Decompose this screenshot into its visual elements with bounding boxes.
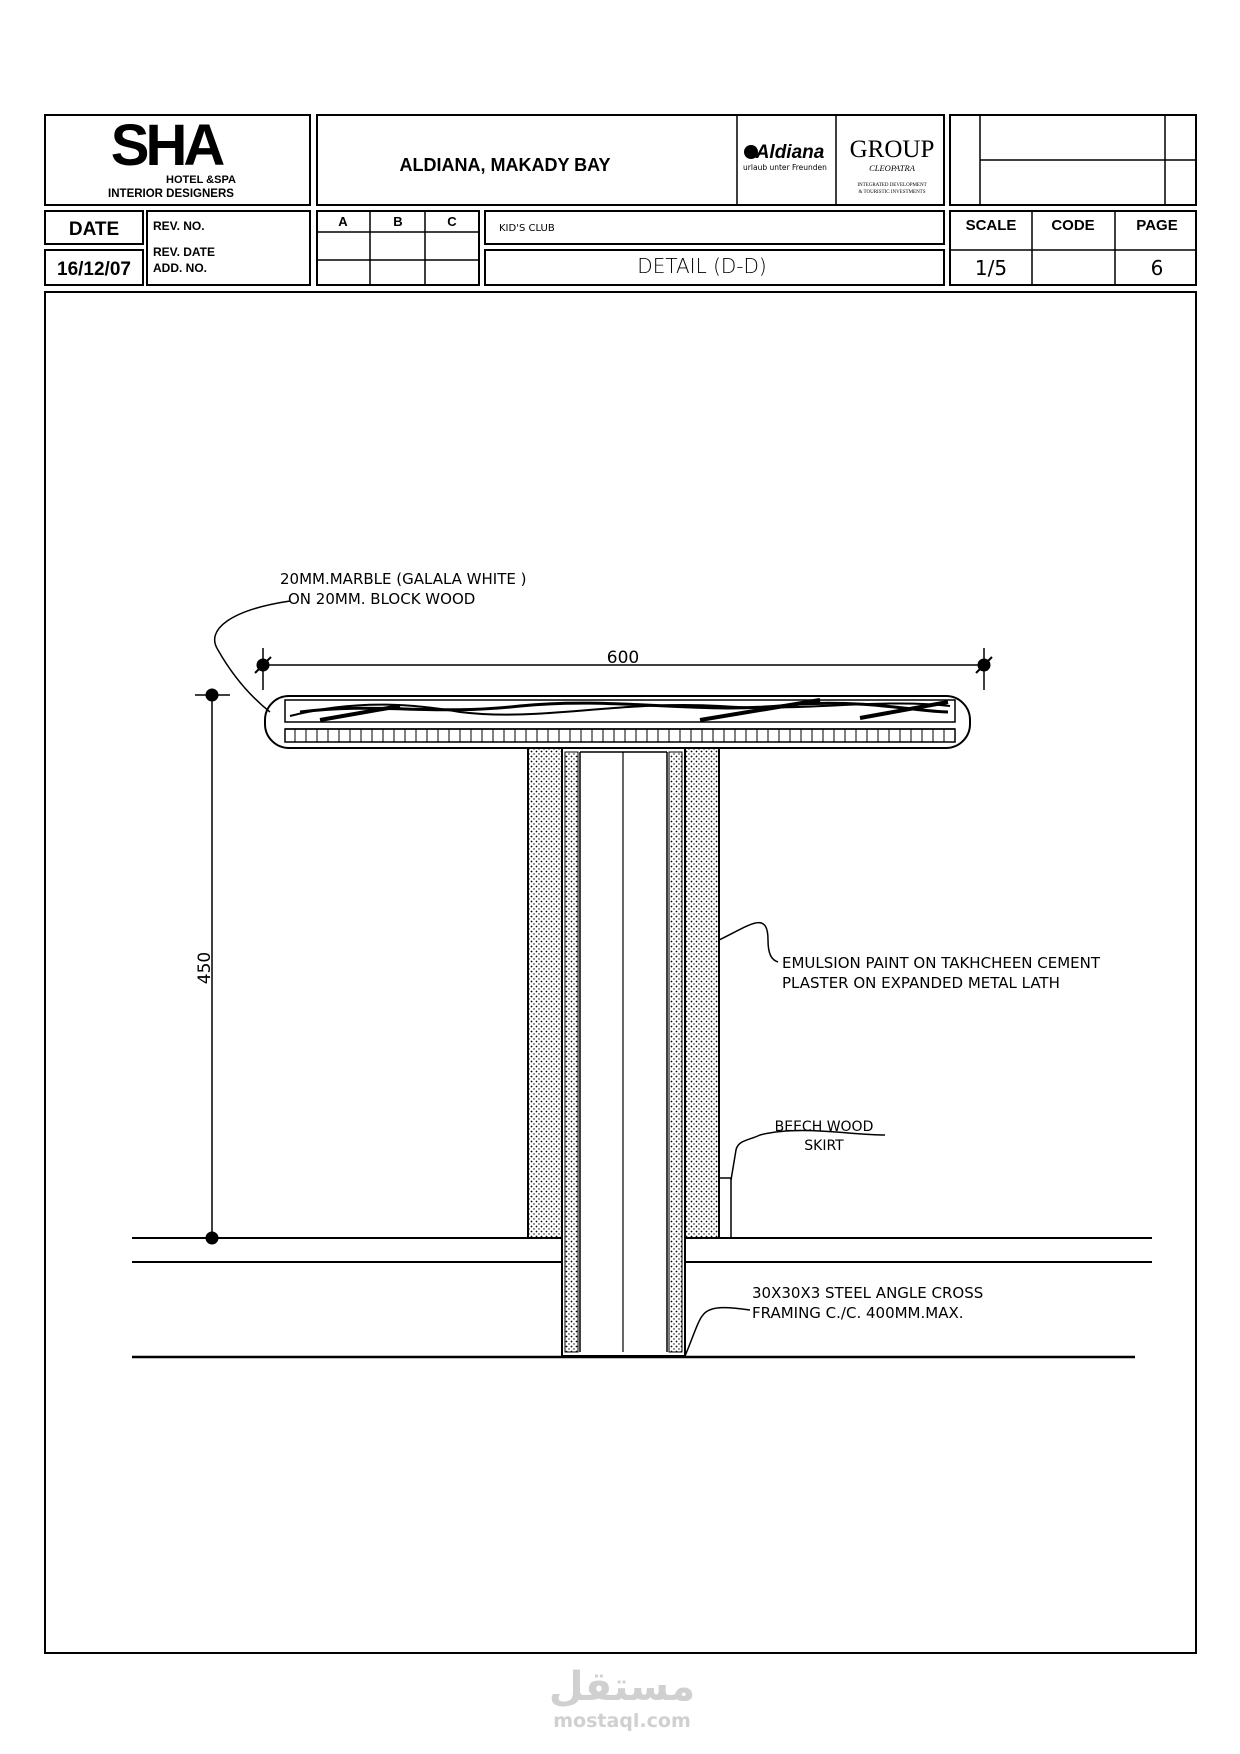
width-dimension-text: 600 — [606, 648, 640, 668]
aldiana-logo: Aldiana — [755, 142, 825, 163]
area-name: KID'S CLUB — [499, 223, 555, 234]
beech-wood-skirt — [719, 1178, 731, 1238]
skirt-note-line-2: SKIRT — [804, 1138, 844, 1154]
logo-subtitle-2: INTERIOR DESIGNERS — [108, 188, 234, 200]
rev-column-a: A — [338, 214, 348, 229]
paint-leader — [719, 923, 778, 962]
steel-note-line-2: FRAMING C./C. 400MM.MAX. — [752, 1304, 964, 1322]
watermark-latin: mostaql.com — [553, 1710, 691, 1732]
rev-column-c: C — [447, 214, 457, 229]
project-name: ALDIANA, MAKADY BAY — [399, 155, 611, 175]
scale-value: 1/5 — [974, 256, 1008, 280]
height-dimension-text: 450 — [195, 951, 215, 985]
rev-no-label: REV. NO. — [153, 219, 205, 233]
rev-date-label: REV. DATE — [153, 245, 216, 259]
date-label: DATE — [68, 219, 120, 240]
marble-note-line-2: ON 20MM. BLOCK WOOD — [288, 590, 476, 608]
skirt-note-line-1: BEECH WOOD — [774, 1119, 874, 1135]
cleopatra-text: CLEOPATRA — [869, 163, 915, 173]
page-label: PAGE — [1136, 217, 1178, 234]
rev-column-b: B — [393, 214, 403, 229]
date-value: 16/12/07 — [57, 259, 131, 280]
aldiana-tagline: urlaub unter Freunden — [743, 163, 827, 172]
logo-subtitle-1: HOTEL &SPA — [166, 174, 236, 186]
block-wood-layer — [285, 729, 955, 742]
group-subtitle-2: & TOURISTIC INVESTMENTS — [858, 190, 926, 195]
paint-note-line-1: EMULSION PAINT ON TAKHCHEEN CEMENT — [782, 954, 1101, 972]
drawing-title: DETAIL (D-D) — [637, 254, 767, 278]
code-label: CODE — [1051, 217, 1095, 234]
steel-leader — [685, 1308, 750, 1356]
group-subtitle-1: INTEGRATED DEVELOPMENT — [857, 183, 927, 188]
paint-note-line-2: PLASTER ON EXPANDED METAL LATH — [782, 974, 1060, 992]
table-detail — [132, 696, 1152, 1357]
steel-note-line-1: 30X30X3 STEEL ANGLE CROSS — [752, 1284, 984, 1302]
add-no-label: ADD. NO. — [153, 261, 207, 275]
scale-label: SCALE — [965, 217, 1017, 234]
sha-logo: SHA — [110, 113, 222, 178]
marble-note-line-1: 20MM.MARBLE (GALALA WHITE ) — [280, 570, 527, 588]
watermark-arabic: مستقل — [548, 1664, 696, 1710]
group-logo: GROUP — [849, 136, 935, 163]
page-value: 6 — [1150, 256, 1164, 280]
